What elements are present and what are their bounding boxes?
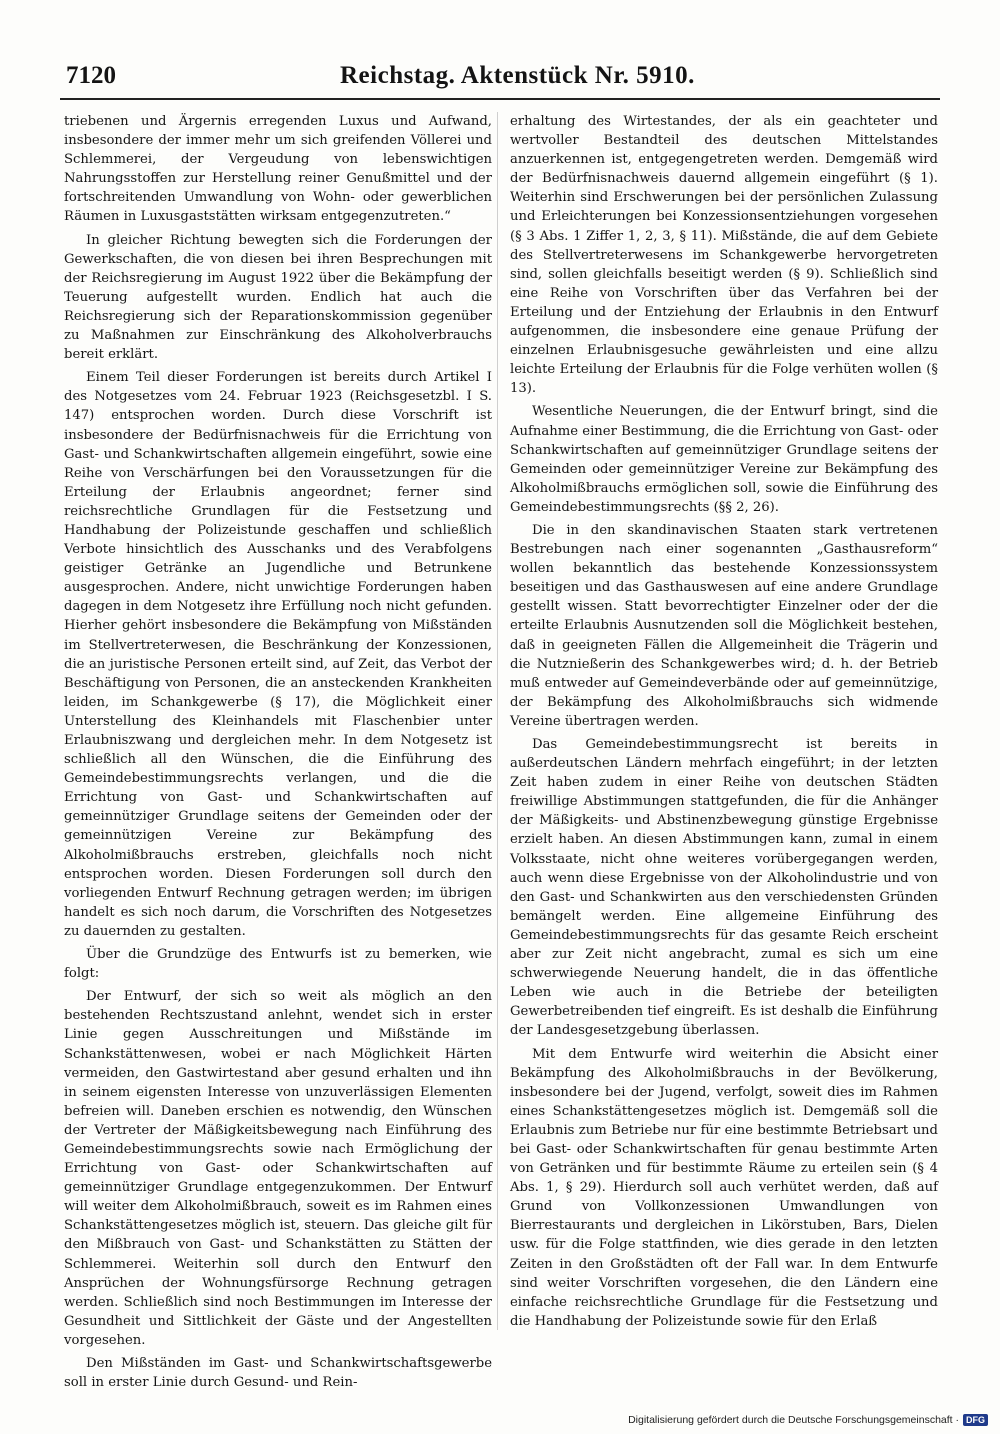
right-paragraph-3: Die in den skandinavischen Staaten stark vertretenen Bestrebungen nach einer sogenannten „Gasthausreform“ wollen bekanntlich das bestehende Konzessionssystem beseitigen und das Gasthauswesen auf eine andere Grundlage gestellt wissen. Statt bevorrechtigter Einzelner oder der die erteilte Erlaubnis Ausnutzenden soll die Möglichkeit bestehen, daß in geeigneten Fällen die Allgemeinheit die Trägerin und die Nutznießerin des Schankgewerbes wird; d. h. der Betrieb muß entweder auf Gemeindeverbände oder auf gemeinnützige, der Bekämpfung des Alkoholmißbrauchs sich widmende Vereine übertragen werden. [510,522,938,729]
right-paragraph-5: Mit dem Entwurfe wird weiterhin die Absicht einer Bekämpfung des Alkoholmißbrauchs in der Bevölkerung, insbesondere bei der Jugend, verfolgt, soweit dies im Rahmen eines Schankstättengesetzes möglich ist. Demgemäß soll die Erlaubnis zum Betriebe nur für eine bestimmte Betriebsart und bei Gast- oder Schankwirtschaften für genau bestimmte Arten von Getränken und für bestimmte Räume zu erteilen sein (§ 4 Abs. 1, § 29). Hierdurch soll auch verhütet werden, daß auf Grund von Vollkonzessionen Umwandlungen von Bierrestaurants und dergleichen in Likörstuben, Bars, Dielen usw. für die Folge stattfinden, wie dies gerade in den letzten Zeiten in den Großstädten oft der Fall war. In dem Entwurfe sind weiter Vorschriften vorgesehen, die den Ländern eine einfache reichsrechtliche Grundlage für die Festsetzung und die Handhabung der Polizeistunde sowie für den Erlaß [510,1046,938,1329]
header-rule [60,98,940,100]
left-paragraph-5: Der Entwurf, der sich so weit als möglich an den bestehenden Rechtszustand anlehnt, wendet sich in erster Linie gegen Ausschreitungen und Mißstände im Schankstättenwesen, wobei er nach Möglichkeit Härten vermeiden, den Gastwirtestand aber gesund erhalten und ihn in seinem eigensten Interesse von unzuverlässigen Elementen befreien will. Daneben erschien es notwendig, den Wünschen der Vertreter der Mäßigkeitsbewegung nach Einführung des Gemeindebestimmungsrechts sowie nach Ermöglichung der Errichtung von Gast- oder Schankwirtschaften auf gemeinnütziger Grundlage entgegenzukommen. Der Entwurf will weiter dem Alkoholmißbrauch, soweit es im Rahmen eines Schankstättengesetzes möglich ist, steuern. Das gleiche gilt für den Mißbrauch von Gast- und Schankstätten zu Stätten der Schlemmerei. Weiterhin soll durch den Entwurf den Ansprüchen der Wohnungsfürsorge Rechnung getragen werden. Schließlich sind noch Bestimmungen im Interesse der Gesundheit und Sittlichkeit der Gäste und der Angestellten vorgesehen. [64,989,492,1348]
left-paragraph-3: Einem Teil dieser Forderungen ist bereits durch Artikel I des Notgesetzes vom 24. Februar 1923 (Reichsgesetzbl. I S. 147) entsprochen worden. Durch diese Vorschrift ist insbesondere der Bedürfnisnachweis für die Errichtung von Gast- und Schankwirtschaften allgemein eingeführt, sowie eine Reihe von Verschärfungen bei den Voraussetzungen für die Erteilung der Erlaubnis angeordnet; ferner sind reichsrechtliche Grundlagen für die Festsetzung und Handhabung der Polizeistunde geschaffen und schließlich Verbote hinsichtlich des Ausschanks und des Verabfolgens geistiger Getränke an Jugendliche und Betrunkene ausgesprochen. Andere, nicht unwichtige Forderungen haben dagegen in dem Notgesetz ihre Erfüllung noch nicht gefunden. Hierher gehört insbesondere die Bekämpfung von Mißständen im Stellvertreterwesen, die Beschränkung der Konzessionen, die an juristische Personen erteilt sind, auf Zeit, das Verbot der Beschäftigung von Personen, die an ansteckenden Krankheiten leiden, im Schankgewerbe (§ 17), die Möglichkeit einer Unterstellung des Kleinhandels mit Flaschenbier unter Erlaubniszwang und dergleichen mehr. In dem Notgesetz ist schließlich all den Wünschen, die die Einführung des Gemeindebestimmungsrechts verlangen, und die die Errichtung von Gast- und Schankwirtschaften auf gemeinnütziger Grundlage seitens der Gemeinden oder der gemeinnützigen Vereine zur Bekämpfung des Alkoholmißbrauchs erstreben, gleichfalls noch nicht entsprochen worden. Diesen Forderungen soll durch den vorliegenden Entwurf Rechnung getragen werden; im übrigen handelt es sich noch darum, die Vorschriften des Notgesetzes zu dauernden zu gestalten. [64,370,492,939]
right-paragraph-1: erhaltung des Wirtestandes, der als ein geachteter und wertvoller Bestandteil des deutschen Mittelstandes anzuerkennen ist, entgegengetreten werden. Demgemäß wird der Bedürfnisnachweis dauernd allgemein eingeführt (§ 1). Weiterhin sind Erschwerungen bei der persönlichen Zulassung und Erleichterungen bei Konzessionsentziehungen vorgesehen (§ 3 Abs. 1 Ziffer 1, 2, 3, § 11). Mißstände, die auf dem Gebiete des Stellvertreterwesens im Schankgewerbe hervorgetreten sind, sollen gleichfalls beseitigt werden (§ 9). Schließlich sind eine Reihe von Vorschriften über das Verfahren bei der Erteilung und der Entziehung der Erlaubnis in den Entwurf aufgenommen, die insbesondere eine genaue Prüfung der einzelnen Erlaubnisgesuche gewährleisten und eine allzu leichte Erteilung der Erlaubnis für die Folge verhüten wollen (§ 13). [510,114,938,397]
right-paragraph-2: Wesentliche Neuerungen, die der Entwurf bringt, sind die Aufnahme einer Bestimmung, die die Errichtung von Gast- oder Schankwirtschaften auf gemeinnütziger Grundlage seitens der Gemeinden oder gemeinnütziger Vereine zur Bekämpfung des Alkoholmißbrauchs ermöglichen soll, sowie die Einführung des Gemeindebestimmungsrechts (§§ 2, 26). [510,404,938,515]
dfg-logo-icon: DFG [963,1414,988,1426]
right-paragraph-4: Das Gemeindebestimmungsrecht ist bereits in außerdeutschen Ländern mehrfach eingeführt; in der letzten Zeit haben zudem in einer Reihe von deutschen Städten freiwillige Abstimmungen stattgefunden, die für die Anhänger der Mäßigkeits- und Abstinenzbewegung günstige Ergebnisse erzielt haben. An diesen Abstimmungen kann, zumal in einem Volksstaate, nicht ohne weiteres vorübergegangen werden, auch wenn diese Ergebnisse von der Alkoholindustrie und von den Gast- und Schankwirten aus den verschiedensten Gründen bemängelt werden. Eine allgemeine Einführung des Gemeindebestimmungsrechts für das gesamte Reich erscheint aber zur Zeit nicht angebracht, zumal es sich um eine schwerwiegende Neuerung handelt, die in das öffentliche Leben wie auch in die Betriebe der beteiligten Gewerbetreibenden tief eingreift. Es ist deshalb die Einführung der Landesgesetzgebung überlassen. [510,737,938,1039]
page-number: 7120 [66,62,116,89]
left-paragraph-1: triebenen und Ärgernis erregenden Luxus und Aufwand, insbesondere der immer mehr um sich greifenden Völlerei und Schlemmerei, der Vergeudung von lebenswichtigen Nahrungsstoffen zur Herstellung reiner Genußmittel und der fortschreitenden Umwandlung von Wohn- oder gewerblichen Räumen in Luxusgaststätten wirksam entgegenzutreten.“ [64,114,492,225]
left-column [64,112,492,1396]
left-paragraph-6: Den Mißständen im Gast- und Schankwirtschaftsgewerbe soll in erster Linie durch Gesund- und Rein- [64,1356,492,1391]
left-paragraph-2: In gleicher Richtung bewegten sich die Forderungen der Gewerkschaften, die von diesen bei ihren Besprechungen mit der Reichsregierung im August 1922 über die Bekämpfung der Teuerung aufgestellt wurden. Endlich hat auch die Reichsregierung sich der Reparationskommission gegenüber zu Maßnahmen zur Einschränkung des Alkoholverbrauchs bereit erklärt. [64,232,492,363]
left-paragraph-4: Über die Grundzüge des Entwurfs ist zu bemerken, wie folgt: [64,947,492,982]
page-header [60,58,940,98]
footer-credit: Digitalisierung gefördert durch die Deutsche Forschungsgemeinschaft · [628,1414,959,1426]
page-footer [628,1412,988,1428]
running-title: Reichstag. Aktenstück Nr. 5910. [340,62,695,89]
right-column [510,112,938,1335]
column-divider [497,112,498,1330]
